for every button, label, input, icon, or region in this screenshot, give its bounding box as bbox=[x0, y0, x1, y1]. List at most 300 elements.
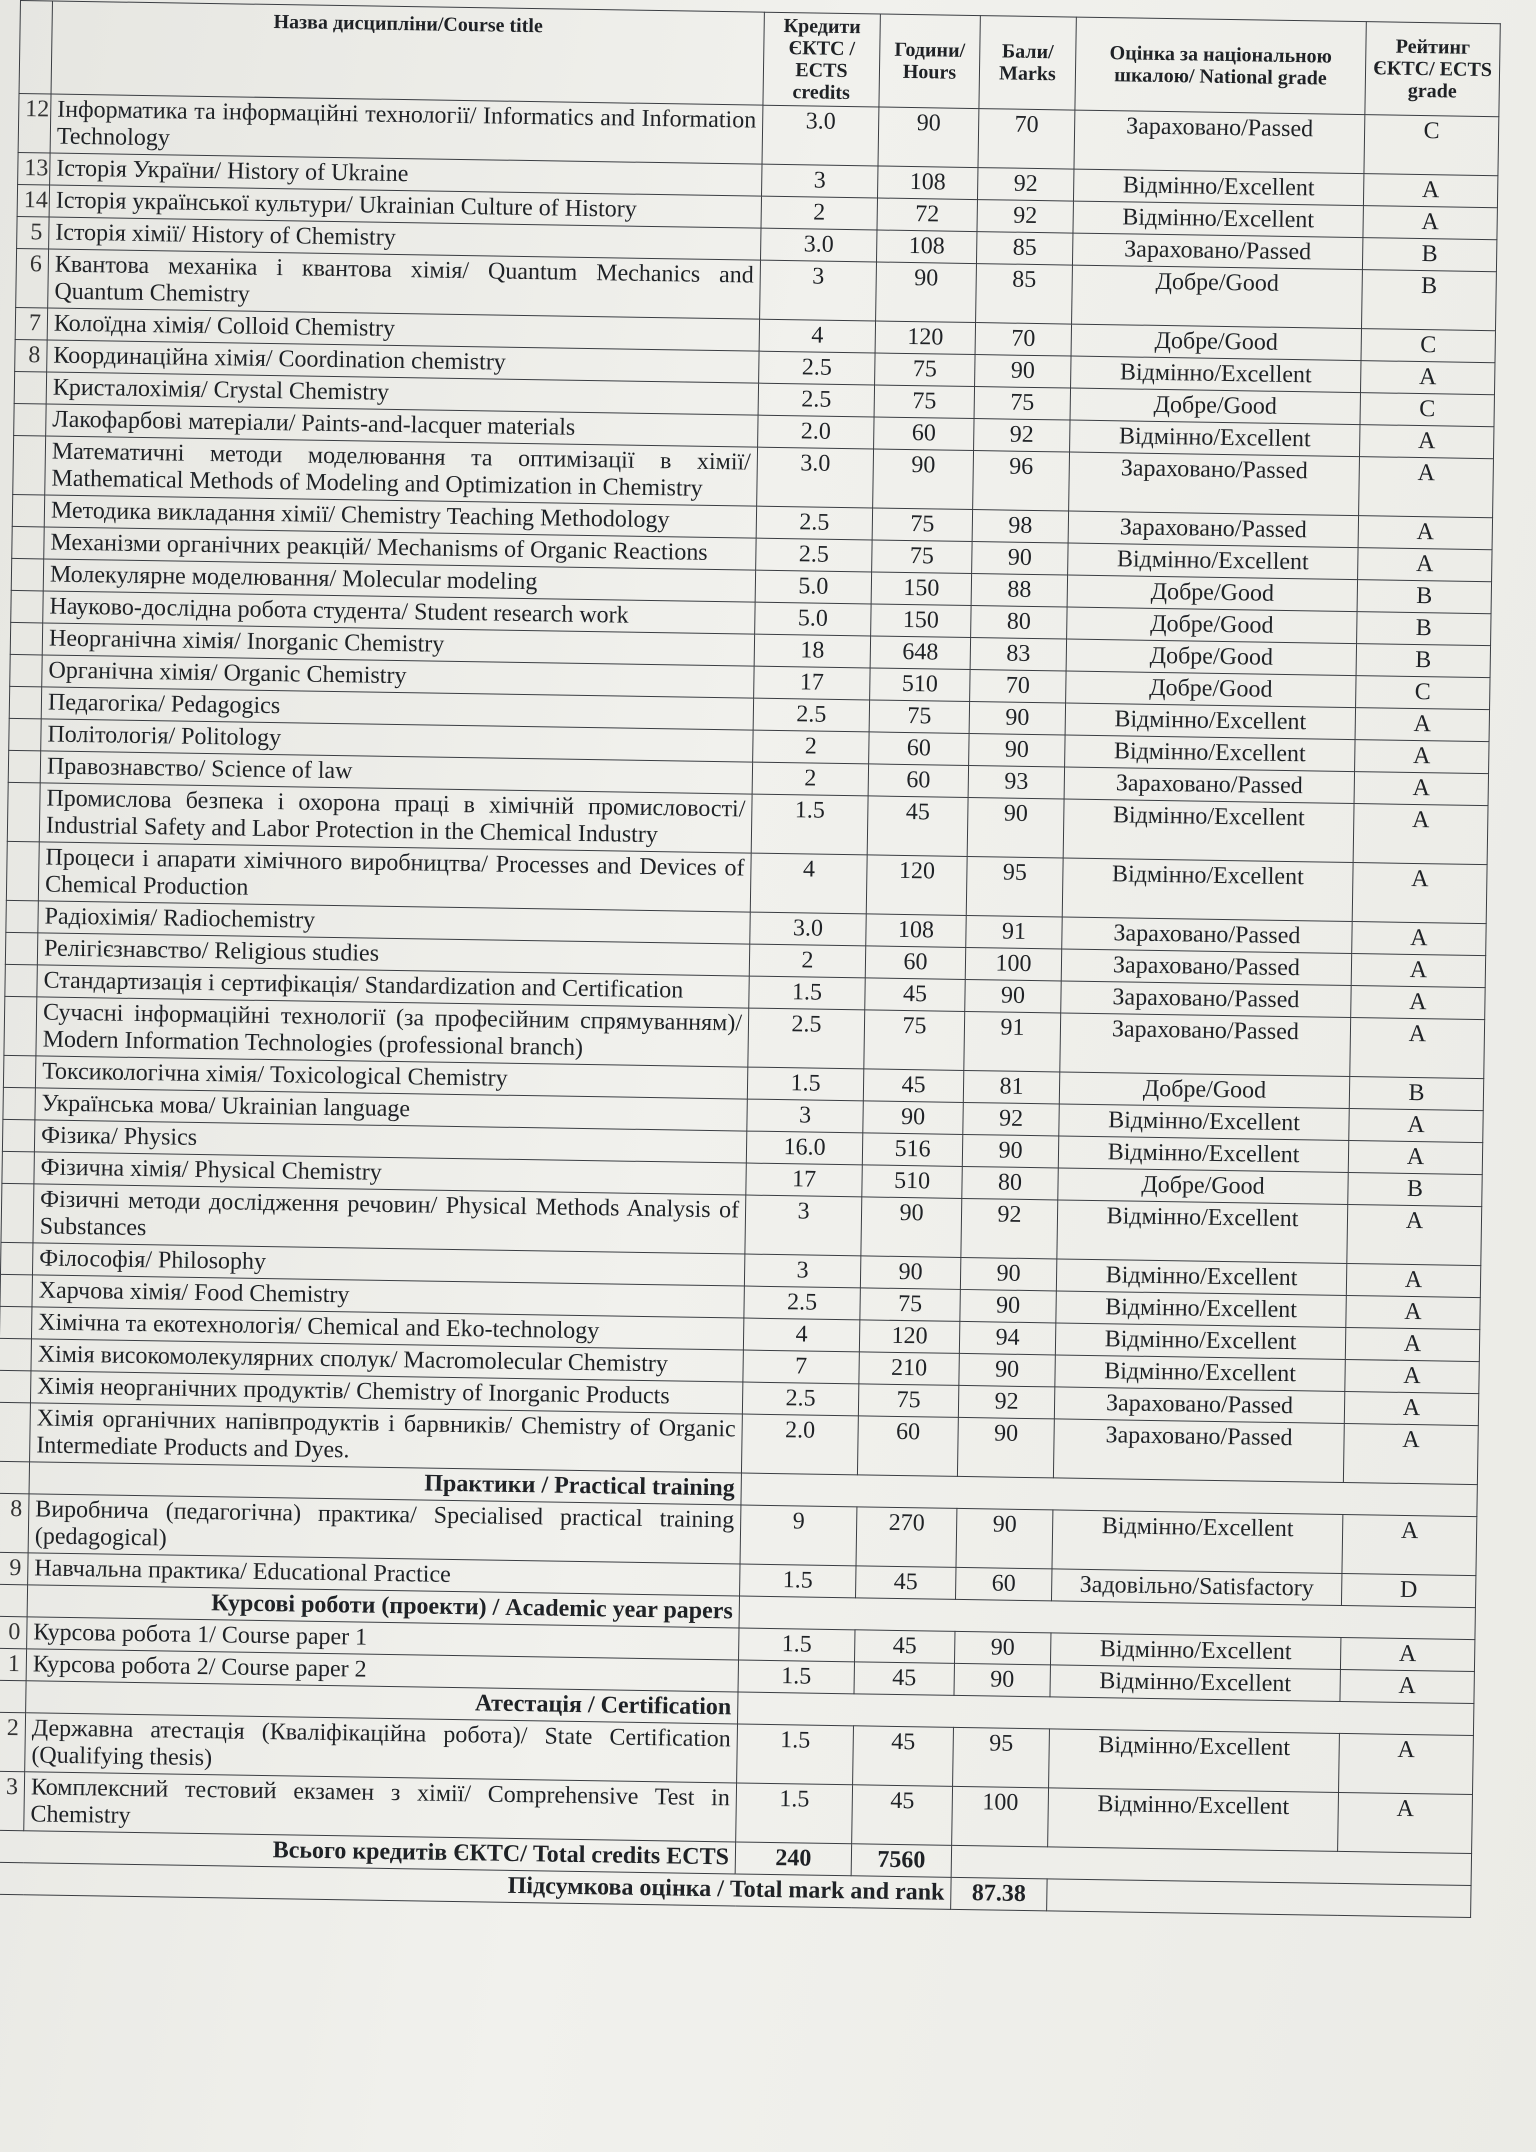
ects-grade: A bbox=[1349, 1109, 1483, 1143]
ects-credits: 2.5 bbox=[756, 538, 872, 572]
marks: 90 bbox=[967, 797, 1064, 858]
ects-grade: C bbox=[1361, 329, 1495, 363]
hours: 45 bbox=[854, 1662, 954, 1696]
marks: 92 bbox=[958, 1385, 1054, 1419]
total-mark-label: Підсумкова оцінка / Total mark and rank bbox=[0, 1862, 951, 1909]
ects-credits: 3 bbox=[744, 1254, 860, 1288]
marks: 94 bbox=[959, 1321, 1055, 1355]
course-title: Хімія органічних напівпродуктів і барвників/ Chemistry of Organic Intermediate Products and Dyes. bbox=[30, 1403, 743, 1473]
hours: 150 bbox=[871, 604, 971, 638]
ects-credits: 1.5 bbox=[747, 1067, 863, 1101]
ects-grade: A bbox=[1352, 863, 1487, 924]
hours: 90 bbox=[860, 1256, 960, 1290]
ects-grade: A bbox=[1348, 1141, 1482, 1175]
national-grade: Відмінно/Excellent bbox=[1065, 735, 1355, 772]
marks: 90 bbox=[975, 355, 1071, 389]
total-hours-value: 7560 bbox=[851, 1844, 951, 1878]
row-number bbox=[1, 1183, 34, 1242]
row-number: 13 bbox=[18, 152, 50, 184]
national-grade: Зараховано/Passed bbox=[1062, 917, 1352, 954]
national-grade: Зараховано/Passed bbox=[1064, 767, 1354, 804]
hours: 60 bbox=[865, 946, 965, 980]
section-title: Атестація / Certification bbox=[26, 1681, 738, 1724]
hours: 75 bbox=[860, 1288, 960, 1322]
ects-grade: A bbox=[1345, 1359, 1479, 1393]
ects-credits: 3 bbox=[762, 164, 878, 198]
ects-credits: 3 bbox=[760, 260, 877, 321]
national-grade: Зараховано/Passed bbox=[1068, 511, 1358, 548]
national-grade: Відмінно/Excellent bbox=[1059, 1104, 1349, 1141]
row-number bbox=[2, 1151, 34, 1183]
header-national-grade: Оцінка за національною шкалою/ National grade bbox=[1075, 17, 1366, 115]
hours: 108 bbox=[876, 230, 976, 264]
ects-credits: 9 bbox=[740, 1505, 857, 1566]
hours: 60 bbox=[857, 1416, 958, 1477]
ects-grade: A bbox=[1344, 1391, 1478, 1425]
hours: 75 bbox=[874, 385, 974, 419]
ects-credits: 2.5 bbox=[753, 698, 869, 732]
ects-grade: A bbox=[1350, 1018, 1485, 1079]
ects-credits: 2 bbox=[752, 762, 868, 796]
ects-grade: B bbox=[1356, 644, 1490, 678]
hours: 72 bbox=[877, 198, 977, 232]
row-number: 6 bbox=[16, 248, 49, 307]
ects-credits: 2 bbox=[753, 730, 869, 764]
ects-credits: 2.5 bbox=[758, 383, 874, 417]
ects-grade: A bbox=[1355, 740, 1489, 774]
section-number-cell bbox=[0, 1584, 28, 1616]
hours: 75 bbox=[869, 700, 969, 734]
marks: 100 bbox=[965, 947, 1061, 981]
total-credits-label: Всього кредитів ЄКТС/ Total credits ECTS bbox=[0, 1830, 736, 1874]
course-title: Історія української культури/ Ukrainian Culture of History bbox=[49, 185, 761, 228]
ects-grade: A bbox=[1347, 1205, 1482, 1266]
course-title: Квантова механіка і квантова хімія/ Quantum Mechanics and Quantum Chemistry bbox=[48, 249, 761, 319]
course-title: Інформатика та інформаційні технології/ Informatics and Information Technology bbox=[50, 94, 763, 164]
course-title: Молекулярне моделювання/ Molecular modeling bbox=[43, 559, 755, 602]
national-grade: Зараховано/Passed bbox=[1061, 949, 1351, 986]
row-number bbox=[2, 1119, 34, 1151]
national-grade: Зараховано/Passed bbox=[1069, 452, 1360, 516]
marks: 90 bbox=[965, 979, 1061, 1013]
row-number bbox=[5, 964, 37, 996]
ects-grade: B bbox=[1362, 270, 1497, 331]
marks: 90 bbox=[957, 1417, 1054, 1478]
ects-grade: A bbox=[1346, 1295, 1480, 1329]
hours: 60 bbox=[874, 417, 974, 451]
marks: 80 bbox=[971, 606, 1067, 640]
course-title: Методика викладання хімії/ Chemistry Teaching Methodology bbox=[44, 495, 756, 538]
course-title: Радіохімія/ Radiochemistry bbox=[38, 901, 750, 944]
national-grade: Добре/Good bbox=[1072, 265, 1363, 329]
course-title: Історія хімії/ History of Chemistry bbox=[49, 217, 761, 260]
header-hours: Години/ Hours bbox=[879, 14, 980, 109]
row-number bbox=[14, 371, 46, 403]
course-title: Харчова хімія/ Food Chemistry bbox=[32, 1275, 744, 1318]
row-number bbox=[5, 932, 37, 964]
hours: 270 bbox=[856, 1507, 957, 1568]
hours: 510 bbox=[862, 1165, 962, 1199]
marks: 90 bbox=[962, 1134, 1058, 1168]
row-number bbox=[13, 435, 46, 494]
hours: 45 bbox=[867, 796, 968, 857]
row-number: 1 bbox=[0, 1648, 27, 1680]
national-grade: Відмінно/Excellent bbox=[1055, 1323, 1345, 1360]
ects-grade: A bbox=[1358, 516, 1492, 550]
course-title: Хімія неорганічних продуктів/ Chemistry of Inorganic Products bbox=[30, 1371, 742, 1414]
course-title: Колоїдна хімія/ Colloid Chemistry bbox=[47, 308, 759, 351]
ects-grade: A bbox=[1353, 804, 1488, 865]
row-number bbox=[10, 654, 42, 686]
hours: 210 bbox=[859, 1352, 959, 1386]
row-number bbox=[12, 494, 44, 526]
course-title: Фізична хімія/ Physical Chemistry bbox=[34, 1152, 746, 1195]
row-number bbox=[14, 403, 46, 435]
national-grade: Відмінно/Excellent bbox=[1070, 420, 1360, 457]
course-title: Фізика/ Physics bbox=[34, 1120, 746, 1163]
national-grade: Відмінно/Excellent bbox=[1073, 201, 1363, 238]
ects-grade: A bbox=[1358, 548, 1492, 582]
marks: 60 bbox=[955, 1567, 1051, 1601]
hours: 90 bbox=[873, 449, 974, 510]
marks: 80 bbox=[962, 1166, 1058, 1200]
course-title: Курсова робота 1/ Course paper 1 bbox=[27, 1617, 739, 1660]
course-title: Релігієзнавство/ Religious studies bbox=[37, 933, 749, 976]
ects-credits: 1.5 bbox=[751, 794, 868, 855]
hours: 45 bbox=[865, 978, 965, 1012]
ects-credits: 2.0 bbox=[741, 1414, 858, 1475]
national-grade: Добре/Good bbox=[1059, 1072, 1349, 1109]
ects-grade: B bbox=[1357, 612, 1491, 646]
row-number bbox=[11, 590, 43, 622]
hours: 90 bbox=[878, 107, 979, 168]
ects-credits: 2.5 bbox=[748, 1008, 865, 1069]
ects-credits: 2.5 bbox=[756, 506, 872, 540]
ects-credits: 3 bbox=[745, 1195, 862, 1256]
hours: 90 bbox=[876, 262, 977, 323]
national-grade: Добре/Good bbox=[1071, 324, 1361, 361]
row-number: 5 bbox=[17, 216, 49, 248]
row-number bbox=[7, 782, 40, 841]
ects-credits: 3.0 bbox=[761, 228, 877, 262]
row-number: 8 bbox=[0, 1493, 29, 1552]
hours: 516 bbox=[862, 1133, 962, 1167]
marks: 92 bbox=[977, 200, 1073, 234]
hours: 108 bbox=[877, 166, 977, 200]
marks: 98 bbox=[972, 510, 1068, 544]
ects-grade: B bbox=[1348, 1173, 1482, 1207]
ects-credits: 4 bbox=[743, 1318, 859, 1352]
national-grade: Відмінно/Excellent bbox=[1062, 858, 1353, 922]
ects-credits: 3.0 bbox=[757, 447, 874, 508]
ects-credits: 2.5 bbox=[759, 351, 875, 385]
course-title: Курсова робота 2/ Course paper 2 bbox=[26, 1649, 738, 1692]
course-title: Процеси і апарати хімічного виробництва/ Processes and Devices of Chemical Production bbox=[38, 842, 751, 912]
course-title: Державна атестація (Кваліфікаційна робота)/ State Certification (Qualifying thesis) bbox=[25, 1713, 738, 1783]
total-credits-value: 240 bbox=[735, 1842, 851, 1876]
course-title: Педагогіка/ Pedagogics bbox=[41, 687, 753, 730]
ects-grade: B bbox=[1362, 238, 1496, 272]
row-number: 8 bbox=[15, 339, 47, 371]
ects-credits: 17 bbox=[746, 1163, 862, 1197]
marks: 88 bbox=[971, 574, 1067, 608]
marks: 90 bbox=[960, 1289, 1056, 1323]
ects-grade: C bbox=[1364, 115, 1499, 176]
national-grade: Добре/Good bbox=[1058, 1168, 1348, 1205]
national-grade: Відмінно/Excellent bbox=[1056, 1291, 1346, 1328]
marks: 90 bbox=[960, 1257, 1056, 1291]
ects-grade: B bbox=[1357, 580, 1491, 614]
course-title: Органічна хімія/ Organic Chemistry bbox=[42, 655, 754, 698]
national-grade: Відмінно/Excellent bbox=[1073, 169, 1363, 206]
course-title: Українська мова/ Ukrainian language bbox=[35, 1088, 747, 1131]
national-grade: Відмінно/Excellent bbox=[1056, 1259, 1346, 1296]
national-grade: Відмінно/Excellent bbox=[1048, 1788, 1339, 1852]
row-number: 3 bbox=[0, 1771, 25, 1830]
row-number bbox=[0, 1274, 32, 1306]
header-ects-grade: Рейтинг ЄКТС/ ECTS grade bbox=[1365, 22, 1500, 117]
ects-grade: A bbox=[1345, 1327, 1479, 1361]
ects-grade: A bbox=[1352, 922, 1486, 956]
ects-credits: 2 bbox=[761, 196, 877, 230]
ects-credits: 2.5 bbox=[744, 1286, 860, 1320]
header-marks: Бали/ Marks bbox=[979, 16, 1076, 110]
row-number bbox=[0, 1242, 32, 1274]
total-mark-value: 87.38 bbox=[951, 1877, 1047, 1911]
ects-grade: A bbox=[1340, 1637, 1474, 1671]
course-title: Кристалохімія/ Crystal Chemistry bbox=[46, 372, 758, 415]
ects-credits: 3.0 bbox=[762, 105, 879, 166]
ects-credits: 2.5 bbox=[742, 1382, 858, 1416]
ects-credits: 17 bbox=[754, 666, 870, 700]
row-number: 9 bbox=[0, 1552, 28, 1584]
course-title: Стандартизація і сертифікація/ Standardization and Certification bbox=[37, 965, 749, 1008]
ects-credits: 1.5 bbox=[737, 1724, 854, 1785]
hours: 648 bbox=[870, 636, 970, 670]
marks: 70 bbox=[978, 109, 1075, 170]
header-number bbox=[19, 1, 52, 94]
marks: 93 bbox=[968, 765, 1064, 799]
hours: 75 bbox=[858, 1384, 958, 1418]
row-number bbox=[3, 1087, 35, 1119]
course-title: Хімія високомолекулярних сполук/ Macromolecular Chemistry bbox=[31, 1339, 743, 1382]
hours: 120 bbox=[875, 321, 975, 355]
ects-credits: 2.0 bbox=[758, 415, 874, 449]
ects-credits: 1.5 bbox=[740, 1564, 856, 1598]
national-grade: Зараховано/Passed bbox=[1072, 233, 1362, 270]
section-number-cell bbox=[0, 1461, 30, 1493]
ects-grade: A bbox=[1338, 1792, 1473, 1853]
course-title: Політологія/ Politology bbox=[41, 719, 753, 762]
hours: 60 bbox=[869, 732, 969, 766]
marks: 70 bbox=[970, 670, 1066, 704]
ects-credits: 2 bbox=[749, 944, 865, 978]
marks: 95 bbox=[953, 1727, 1050, 1788]
national-grade: Зараховано/Passed bbox=[1074, 110, 1365, 174]
hours: 75 bbox=[864, 1010, 965, 1071]
national-grade: Добре/Good bbox=[1066, 639, 1356, 676]
section-title: Практики / Practical training bbox=[29, 1462, 741, 1505]
ects-credits: 1.5 bbox=[739, 1628, 855, 1662]
hours: 60 bbox=[868, 764, 968, 798]
marks: 90 bbox=[972, 542, 1068, 576]
ects-grade: A bbox=[1342, 1514, 1477, 1575]
ects-grade: A bbox=[1346, 1263, 1480, 1297]
row-number bbox=[0, 1338, 31, 1370]
hours: 90 bbox=[863, 1101, 963, 1135]
row-number bbox=[9, 718, 41, 750]
national-grade: Відмінно/Excellent bbox=[1052, 1510, 1343, 1574]
marks: 90 bbox=[969, 702, 1065, 736]
ects-credits: 1.5 bbox=[749, 976, 865, 1010]
course-title: Лакофарбові матеріали/ Paints-and-lacquer materials bbox=[46, 404, 758, 447]
marks: 91 bbox=[964, 1011, 1061, 1072]
marks: 95 bbox=[966, 856, 1063, 917]
ects-grade: C bbox=[1360, 393, 1494, 427]
course-title: Токсикологічна хімія/ Toxicological Chemistry bbox=[35, 1056, 747, 1099]
section-number-cell bbox=[0, 1680, 26, 1712]
marks: 92 bbox=[963, 1102, 1059, 1136]
marks: 92 bbox=[961, 1198, 1058, 1259]
row-number bbox=[11, 558, 43, 590]
course-title: Сучасні інформаційні технології (за професійним спрямуванням)/ Modern Information Technologies (professional branch) bbox=[36, 997, 749, 1067]
national-grade: Відмінно/Excellent bbox=[1065, 703, 1355, 740]
marks: 90 bbox=[959, 1353, 1055, 1387]
national-grade: Зараховано/Passed bbox=[1060, 1013, 1351, 1077]
row-number: 2 bbox=[0, 1712, 26, 1771]
ects-credits: 4 bbox=[759, 319, 875, 353]
row-number bbox=[3, 1055, 35, 1087]
national-grade: Добре/Good bbox=[1066, 671, 1356, 708]
marks: 83 bbox=[970, 638, 1066, 672]
ects-grade: A bbox=[1339, 1733, 1474, 1794]
national-grade: Зараховано/Passed bbox=[1061, 981, 1351, 1018]
ects-grade: C bbox=[1356, 676, 1490, 710]
row-number bbox=[9, 686, 41, 718]
course-title: Хімічна та екотехнологія/ Chemical and Eko-technology bbox=[31, 1307, 743, 1350]
ects-grade: A bbox=[1354, 772, 1488, 806]
national-grade: Відмінно/Excellent bbox=[1057, 1200, 1348, 1264]
ects-grade: A bbox=[1343, 1423, 1478, 1484]
national-grade: Зараховано/Passed bbox=[1053, 1419, 1344, 1483]
ects-grade: A bbox=[1363, 206, 1497, 240]
marks: 75 bbox=[974, 387, 1070, 421]
hours: 75 bbox=[875, 353, 975, 387]
national-grade: Задовільно/Satisfactory bbox=[1051, 1569, 1341, 1606]
row-number bbox=[4, 996, 37, 1055]
course-title: Математичні методи моделювання та оптимізації в хімії/ Mathematical Methods of Modeling and Optimization in Chemistry bbox=[45, 436, 758, 506]
ects-credits: 16.0 bbox=[746, 1131, 862, 1165]
course-title: Історія України/ History of Ukraine bbox=[50, 153, 762, 196]
national-grade: Добре/Good bbox=[1067, 575, 1357, 612]
course-title: Промислова безпека і охорона праці в хімічній промисловості/ Industrial Safety and Labor Protection in the Chemical Industry bbox=[39, 783, 752, 853]
course-title: Філософія/ Philosophy bbox=[32, 1243, 744, 1286]
ects-grade: A bbox=[1351, 954, 1485, 988]
ects-credits: 1.5 bbox=[736, 1783, 853, 1844]
row-number bbox=[0, 1370, 31, 1402]
row-number: 7 bbox=[15, 307, 47, 339]
marks: 92 bbox=[977, 168, 1073, 202]
header-credits: Кредити ЄКТС / ECTS credits bbox=[763, 12, 880, 107]
national-grade: Відмінно/Excellent bbox=[1063, 799, 1354, 863]
marks: 90 bbox=[969, 733, 1065, 767]
national-grade: Відмінно/Excellent bbox=[1049, 1729, 1340, 1793]
national-grade: Відмінно/Excellent bbox=[1068, 543, 1358, 580]
hours: 45 bbox=[856, 1566, 956, 1600]
course-title: Неорганічна хімія/ Inorganic Chemistry bbox=[42, 623, 754, 666]
marks: 90 bbox=[954, 1631, 1050, 1665]
ects-grade: A bbox=[1359, 457, 1494, 518]
hours: 45 bbox=[855, 1630, 955, 1664]
ects-credits: 7 bbox=[743, 1350, 859, 1384]
ects-credits: 1.5 bbox=[738, 1660, 854, 1694]
course-title: Виробнича (педагогічна) практика/ Specialised practical training (pedagogical) bbox=[28, 1494, 741, 1564]
hours: 45 bbox=[853, 1726, 954, 1787]
hours: 120 bbox=[859, 1320, 959, 1354]
row-number bbox=[8, 750, 40, 782]
national-grade: Відмінно/Excellent bbox=[1050, 1633, 1340, 1670]
ects-credits: 4 bbox=[750, 853, 867, 914]
marks: 85 bbox=[976, 232, 1072, 266]
ects-credits: 5.0 bbox=[755, 602, 871, 636]
hours: 510 bbox=[870, 668, 970, 702]
national-grade: Добре/Good bbox=[1067, 607, 1357, 644]
ects-grade: A bbox=[1359, 425, 1493, 459]
row-number: 0 bbox=[0, 1616, 27, 1648]
row-number: 12 bbox=[18, 93, 51, 152]
row-number bbox=[6, 841, 39, 900]
marks: 91 bbox=[966, 915, 1062, 949]
national-grade: Добре/Good bbox=[1070, 388, 1360, 425]
ects-credits: 3.0 bbox=[750, 912, 866, 946]
hours: 108 bbox=[866, 914, 966, 948]
national-grade: Відмінно/Excellent bbox=[1071, 356, 1361, 393]
ects-credits: 5.0 bbox=[755, 570, 871, 604]
marks: 70 bbox=[975, 323, 1071, 357]
marks: 100 bbox=[952, 1786, 1049, 1847]
total-mark-empty bbox=[1047, 1879, 1471, 1918]
marks: 81 bbox=[963, 1070, 1059, 1104]
hours: 150 bbox=[871, 572, 971, 606]
ects-grade: A bbox=[1351, 986, 1485, 1020]
hours: 45 bbox=[852, 1785, 953, 1846]
course-title: Науково-дослідна робота студента/ Student research work bbox=[43, 591, 755, 634]
marks: 90 bbox=[954, 1663, 1050, 1697]
header-course-title: Назва дисципліни/Course title bbox=[51, 1, 764, 105]
hours: 120 bbox=[866, 855, 967, 916]
course-title: Правознавство/ Science of law bbox=[40, 751, 752, 794]
row-number bbox=[10, 622, 42, 654]
course-title: Фізичні методи дослідження речовин/ Physical Methods Analysis of Substances bbox=[33, 1184, 746, 1254]
hours: 75 bbox=[872, 540, 972, 574]
national-grade: Відмінно/Excellent bbox=[1058, 1136, 1348, 1173]
ects-grade: D bbox=[1341, 1573, 1475, 1607]
row-number: 14 bbox=[17, 184, 49, 216]
national-grade: Відмінно/Excellent bbox=[1050, 1665, 1340, 1702]
ects-grade: A bbox=[1360, 361, 1494, 395]
row-number bbox=[0, 1306, 32, 1338]
marks: 85 bbox=[976, 264, 1073, 325]
ects-grade: A bbox=[1363, 174, 1497, 208]
ects-credits: 3 bbox=[747, 1099, 863, 1133]
hours: 75 bbox=[872, 508, 972, 542]
course-title: Координаційна хімія/ Coordination chemistry bbox=[47, 340, 759, 383]
course-title: Навчальна практика/ Educational Practice bbox=[28, 1553, 740, 1596]
ects-credits: 18 bbox=[754, 634, 870, 668]
marks: 96 bbox=[973, 451, 1070, 512]
marks: 90 bbox=[956, 1508, 1053, 1569]
ects-grade: A bbox=[1355, 708, 1489, 742]
